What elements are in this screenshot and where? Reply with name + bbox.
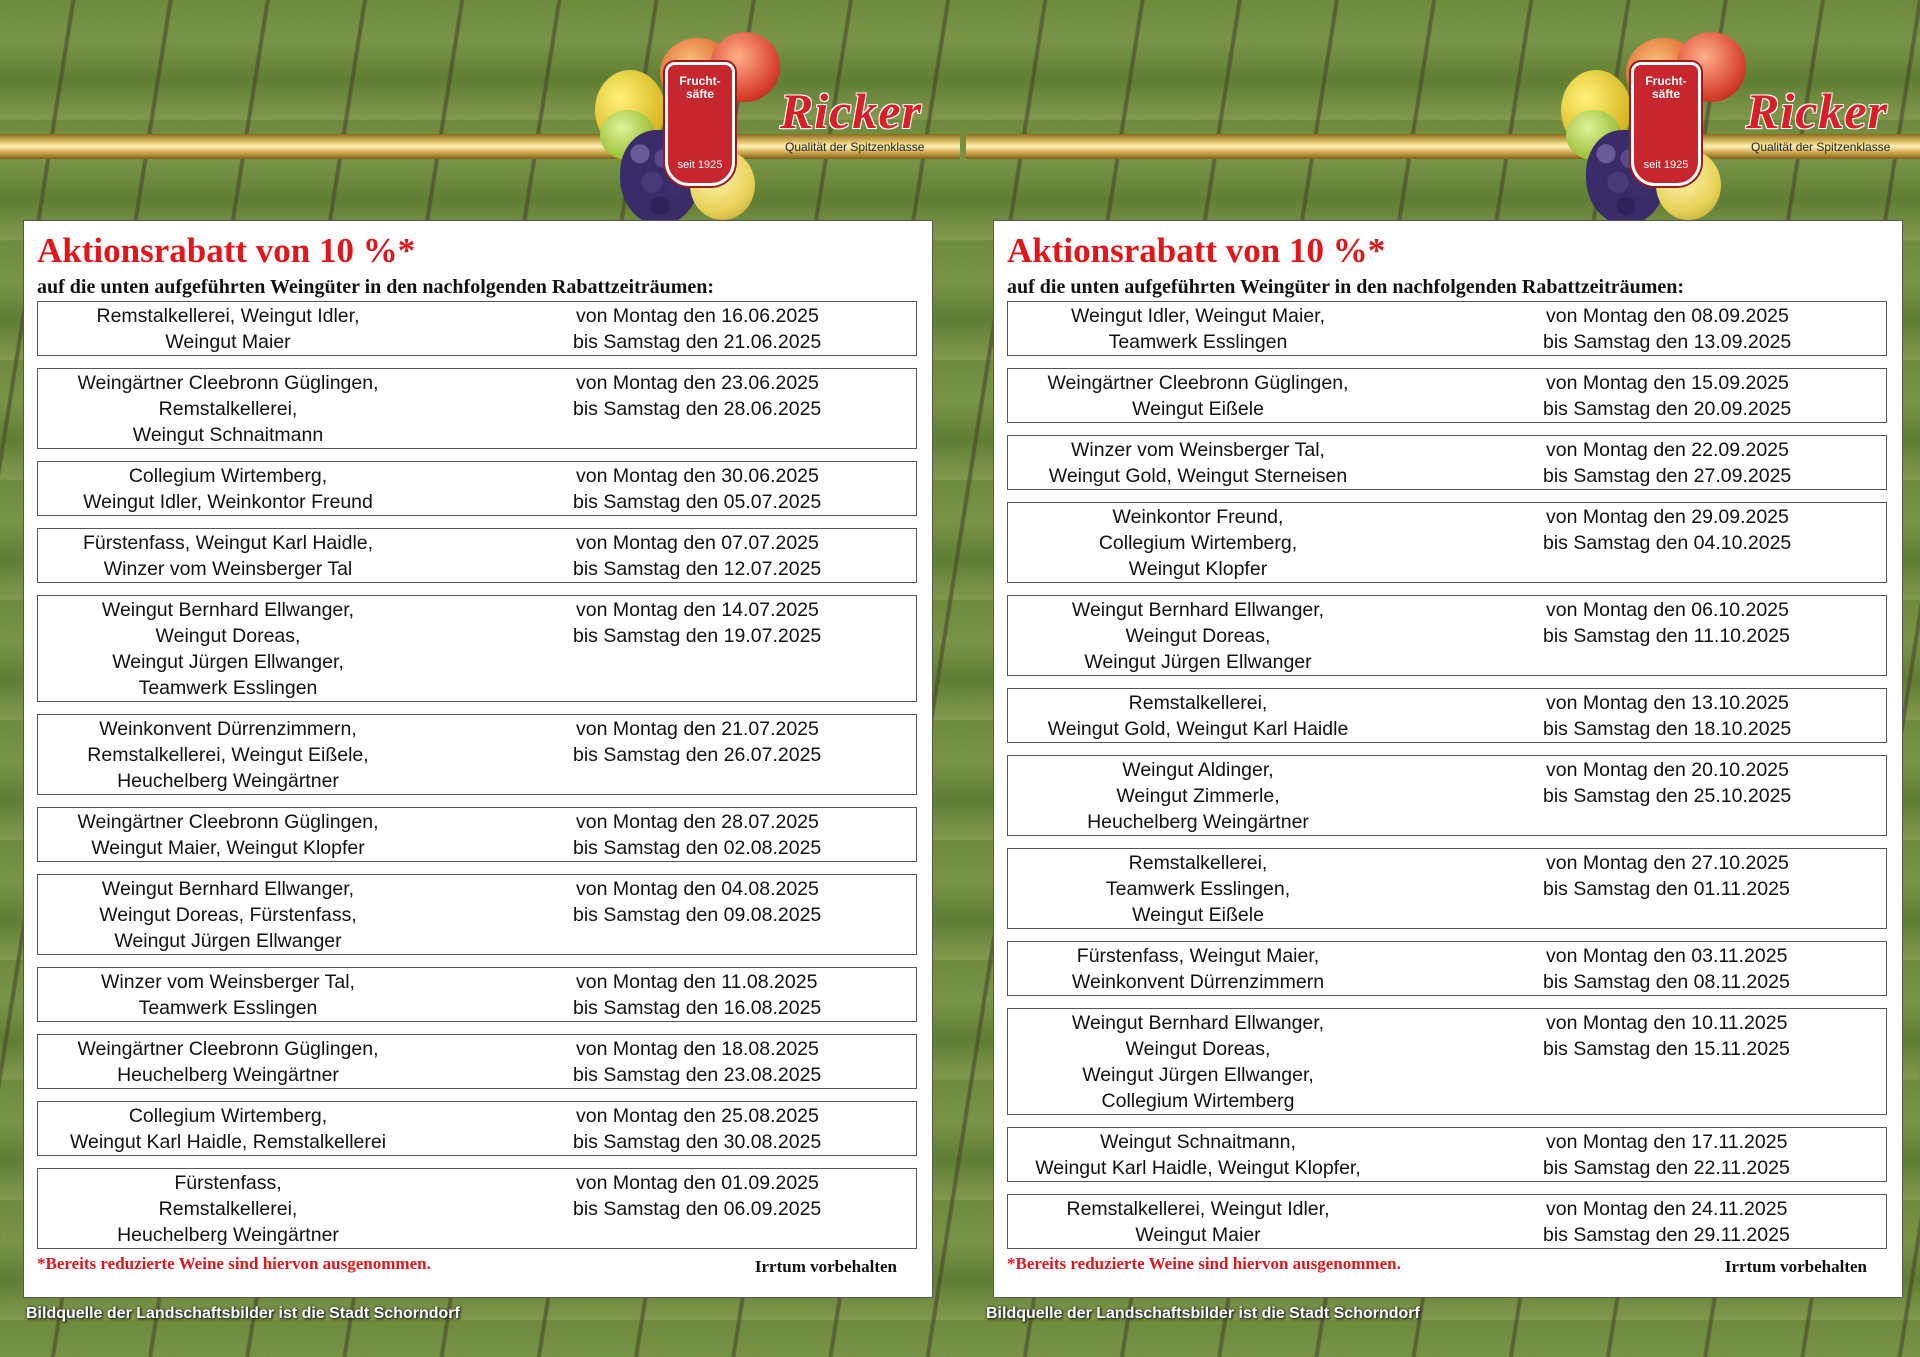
- period-end: bis Samstag den 09.08.2025: [573, 904, 822, 926]
- winery-name: Weingut Bernhard Ellwanger,: [1071, 1012, 1325, 1034]
- discount-rows: [37, 301, 917, 1261]
- discount-row: [37, 1168, 917, 1249]
- winery-name: Collegium Wirtemberg,: [128, 465, 328, 487]
- period-start: von Montag den 15.09.2025: [1546, 372, 1789, 394]
- winery-name: Teamwerk Esslingen,: [1105, 878, 1291, 900]
- winery-list: [1008, 597, 1388, 675]
- discount-row: [37, 528, 917, 583]
- winery-name: Weinkonvent Dürrenzimmern,: [99, 718, 357, 740]
- period-end: bis Samstag den 22.11.2025: [1543, 1157, 1790, 1179]
- brand-name: Ricker: [780, 83, 923, 139]
- period-start: von Montag den 07.07.2025: [576, 532, 819, 554]
- badge-year: seit 1925: [1643, 159, 1689, 171]
- period-end: bis Samstag den 04.10.2025: [1543, 532, 1792, 554]
- period-start: von Montag den 01.09.2025: [576, 1172, 819, 1194]
- period-start: von Montag den 08.09.2025: [1546, 305, 1789, 327]
- winery-name: Remstalkellerei,: [1128, 852, 1268, 874]
- winery-name: Weingut Idler, Weinkontor Freund: [83, 491, 373, 513]
- winery-list: [38, 530, 418, 582]
- footnote: *Bereits reduzierte Weine sind hiervon ausgenommen.: [37, 1254, 431, 1273]
- disclaimer: Irrtum vorbehalten: [754, 1257, 897, 1276]
- winery-name: Collegium Wirtemberg: [1101, 1090, 1295, 1112]
- disclaimer: Irrtum vorbehalten: [1724, 1257, 1867, 1276]
- period-start: von Montag den 27.10.2025: [1546, 852, 1789, 874]
- fruchtsaefte-badge: [665, 62, 735, 186]
- badge-year: seit 1925: [677, 159, 723, 171]
- winery-list: [1008, 504, 1388, 582]
- period-start: von Montag den 06.10.2025: [1546, 599, 1789, 621]
- discount-row: [1007, 1194, 1887, 1249]
- winery-name: Remstalkellerei,: [158, 1198, 298, 1220]
- winery-name: Fürstenfass, Weingut Karl Haidle,: [82, 532, 374, 554]
- discount-row: [37, 967, 917, 1022]
- winery-name: Weingut Jürgen Ellwanger: [1084, 651, 1312, 673]
- winery-list: [38, 716, 418, 794]
- winery-name: Weingut Aldinger,: [1122, 759, 1274, 781]
- winery-list: [38, 303, 418, 355]
- period-end: bis Samstag den 01.11.2025: [1543, 878, 1790, 900]
- discount-period: [1543, 437, 1893, 489]
- winery-name: Weingärtner Cleebronn Güglingen,: [77, 1038, 379, 1060]
- period-end: bis Samstag den 06.09.2025: [573, 1198, 822, 1220]
- winery-name: Weingut Maier: [165, 331, 291, 353]
- winery-name: Weingut Jürgen Ellwanger,: [1082, 1064, 1314, 1086]
- winery-name: Weingut Idler, Weingut Maier,: [1071, 305, 1325, 327]
- winery-name: Weingut Karl Haidle, Remstalkellerei: [69, 1131, 387, 1153]
- discount-period: [573, 1103, 923, 1155]
- winery-name: Weingut Maier, Weingut Klopfer: [91, 837, 365, 859]
- discount-period: [573, 809, 923, 861]
- brand-slogan: Qualität der Spitzenklasse: [785, 140, 925, 154]
- winery-name: Weingut Klopfer: [1128, 558, 1268, 580]
- winery-list: [1008, 943, 1388, 995]
- winery-name: Weingut Eißele: [1132, 904, 1264, 926]
- winery-name: Remstalkellerei, Weingut Idler,: [96, 305, 360, 327]
- period-end: bis Samstag den 29.11.2025: [1543, 1224, 1790, 1246]
- image-credit: Bildquelle der Landschaftsbilder ist die Stadt Schorndorf: [986, 1305, 1420, 1322]
- period-end: bis Samstag den 20.09.2025: [1543, 398, 1792, 420]
- winery-list: [1008, 850, 1388, 928]
- winery-list: [38, 1036, 418, 1088]
- discount-row: [1007, 1127, 1887, 1182]
- period-end: bis Samstag den 15.11.2025: [1543, 1038, 1790, 1060]
- winery-list: [38, 1103, 418, 1155]
- discount-row: [37, 1034, 917, 1089]
- discount-period: [1543, 303, 1893, 355]
- discount-period: [1543, 850, 1893, 902]
- winery-name: Weingut Doreas,: [1125, 625, 1271, 647]
- discount-period: [1543, 1010, 1893, 1062]
- image-credit: Bildquelle der Landschaftsbilder ist die Stadt Schorndorf: [26, 1305, 460, 1322]
- period-end: bis Samstag den 18.10.2025: [1543, 718, 1792, 740]
- winery-list: [38, 969, 418, 1021]
- period-start: von Montag den 28.07.2025: [576, 811, 819, 833]
- period-end: bis Samstag den 08.11.2025: [1543, 971, 1790, 993]
- discount-row: [1007, 595, 1887, 676]
- fruchtsaefte-badge: [1631, 62, 1701, 186]
- winery-name: Weingut Bernhard Ellwanger,: [101, 599, 355, 621]
- winery-name: Weingut Gold, Weingut Sterneisen: [1048, 465, 1348, 487]
- winery-name: Heuchelberg Weingärtner: [117, 1064, 339, 1086]
- winery-name: Winzer vom Weinsberger Tal,: [101, 971, 355, 993]
- winery-name: Fürstenfass, Weingut Maier,: [1076, 945, 1320, 967]
- winery-name: Winzer vom Weinsberger Tal: [103, 558, 353, 580]
- discount-period: [1543, 1196, 1893, 1248]
- winery-list: [1008, 437, 1388, 489]
- winery-name: Weingärtner Cleebronn Güglingen,: [1047, 372, 1349, 394]
- winery-list: [38, 1170, 418, 1248]
- winery-name: Remstalkellerei, Weingut Idler,: [1066, 1198, 1330, 1220]
- discount-row: [1007, 1008, 1887, 1115]
- winery-name: Weingut Bernhard Ellwanger,: [1071, 599, 1325, 621]
- winery-name: Teamwerk Esslingen: [1108, 331, 1288, 353]
- discount-row: [37, 807, 917, 862]
- winery-list: [38, 876, 418, 954]
- period-start: von Montag den 11.08.2025: [576, 971, 818, 993]
- badge-text: Frucht- säfte: [679, 74, 721, 101]
- winery-list: [1008, 690, 1388, 742]
- winery-name: Weingut Maier: [1135, 1224, 1261, 1246]
- discount-row: [1007, 941, 1887, 996]
- period-start: von Montag den 04.08.2025: [576, 878, 819, 900]
- badge-text: Frucht- säfte: [1645, 74, 1687, 101]
- period-end: bis Samstag den 23.08.2025: [573, 1064, 822, 1086]
- period-end: bis Samstag den 21.06.2025: [573, 331, 822, 353]
- period-end: bis Samstag den 02.08.2025: [573, 837, 822, 859]
- winery-name: Heuchelberg Weingärtner: [117, 770, 339, 792]
- winery-name: Weingut Gold, Weingut Karl Haidle: [1047, 718, 1349, 740]
- winery-name: Teamwerk Esslingen: [138, 997, 318, 1019]
- discount-row: [1007, 688, 1887, 743]
- winery-name: Collegium Wirtemberg,: [128, 1105, 328, 1127]
- right-page: [966, 0, 1920, 1357]
- panel-subheading: auf die unten aufgeführten Weingüter in den nachfolgenden Rabattzeiträumen:: [37, 276, 715, 298]
- period-end: bis Samstag den 30.08.2025: [573, 1131, 822, 1153]
- discount-period: [573, 1036, 923, 1088]
- discount-row: [37, 368, 917, 449]
- discount-period: [573, 876, 923, 928]
- winery-name: Weinkontor Freund,: [1112, 506, 1284, 528]
- discount-row: [37, 595, 917, 702]
- period-end: bis Samstag den 26.07.2025: [573, 744, 822, 766]
- brand-name: Ricker: [1746, 83, 1889, 139]
- winery-name: Weingärtner Cleebronn Güglingen,: [77, 372, 379, 394]
- winery-name: Remstalkellerei,: [1128, 692, 1268, 714]
- winery-name: Fürstenfass,: [174, 1172, 282, 1194]
- winery-list: [38, 463, 418, 515]
- discount-row: [1007, 755, 1887, 836]
- winery-list: [1008, 1129, 1388, 1181]
- discount-row: [37, 461, 917, 516]
- winery-list: [1008, 757, 1388, 835]
- winery-name: Weingut Doreas,: [1125, 1038, 1271, 1060]
- period-start: von Montag den 24.11.2025: [1546, 1198, 1788, 1220]
- period-start: von Montag den 21.07.2025: [576, 718, 819, 740]
- discount-period: [573, 530, 923, 582]
- winery-list: [38, 809, 418, 861]
- discount-period: [1543, 504, 1893, 556]
- winery-name: Winzer vom Weinsberger Tal,: [1071, 439, 1325, 461]
- winery-name: Weingut Jürgen Ellwanger: [114, 930, 342, 952]
- period-end: bis Samstag den 05.07.2025: [573, 491, 822, 513]
- discount-row: [37, 301, 917, 356]
- panel-heading: Aktionsrabatt von 10 %*: [37, 231, 416, 270]
- period-start: von Montag den 22.09.2025: [1546, 439, 1789, 461]
- discount-period: [573, 303, 923, 355]
- winery-name: Weingut Zimmerle,: [1116, 785, 1280, 807]
- period-start: von Montag den 10.11.2025: [1546, 1012, 1788, 1034]
- period-end: bis Samstag den 28.06.2025: [573, 398, 822, 420]
- winery-name: Weingärtner Cleebronn Güglingen,: [77, 811, 379, 833]
- discount-panel: [23, 220, 933, 1298]
- winery-name: Weinkonvent Dürrenzimmern: [1071, 971, 1325, 993]
- discount-period: [1543, 690, 1893, 742]
- winery-list: [38, 597, 418, 701]
- winery-list: [1008, 1010, 1388, 1114]
- winery-name: Remstalkellerei, Weingut Eißele,: [87, 744, 369, 766]
- period-start: von Montag den 03.11.2025: [1546, 945, 1788, 967]
- discount-period: [1543, 757, 1893, 809]
- discount-period: [1543, 943, 1893, 995]
- discount-rows: [1007, 301, 1887, 1261]
- period-end: bis Samstag den 27.09.2025: [1543, 465, 1792, 487]
- period-start: von Montag den 14.07.2025: [576, 599, 819, 621]
- winery-name: Weingut Bernhard Ellwanger,: [101, 878, 355, 900]
- discount-row: [37, 714, 917, 795]
- discount-row: [37, 874, 917, 955]
- winery-name: Heuchelberg Weingärtner: [117, 1224, 339, 1246]
- discount-row: [1007, 502, 1887, 583]
- panel-subheading: auf die unten aufgeführten Weingüter in den nachfolgenden Rabattzeiträumen:: [1007, 276, 1685, 298]
- period-start: von Montag den 29.09.2025: [1546, 506, 1789, 528]
- panel-heading: Aktionsrabatt von 10 %*: [1007, 231, 1386, 270]
- discount-period: [573, 1170, 923, 1222]
- winery-name: Weingut Eißele: [1132, 398, 1264, 420]
- winery-list: [1008, 303, 1388, 355]
- discount-period: [1543, 370, 1893, 422]
- winery-name: Remstalkellerei,: [158, 398, 298, 420]
- discount-period: [573, 370, 923, 422]
- discount-period: [1543, 1129, 1893, 1181]
- period-start: von Montag den 17.11.2025: [1546, 1131, 1788, 1153]
- winery-name: Weingut Jürgen Ellwanger,: [112, 651, 344, 673]
- period-start: von Montag den 16.06.2025: [576, 305, 819, 327]
- period-end: bis Samstag den 16.08.2025: [573, 997, 822, 1019]
- discount-period: [1543, 597, 1893, 649]
- footnote: *Bereits reduzierte Weine sind hiervon ausgenommen.: [1007, 1254, 1401, 1273]
- discount-row: [1007, 301, 1887, 356]
- winery-name: Collegium Wirtemberg,: [1098, 532, 1298, 554]
- ricker-logo: [585, 30, 955, 210]
- discount-period: [573, 716, 923, 768]
- discount-period: [573, 597, 923, 649]
- period-end: bis Samstag den 13.09.2025: [1543, 331, 1792, 353]
- winery-name: Heuchelberg Weingärtner: [1087, 811, 1309, 833]
- winery-name: Weingut Doreas,: [155, 625, 301, 647]
- period-start: von Montag den 23.06.2025: [576, 372, 819, 394]
- winery-list: [38, 370, 418, 448]
- brand-slogan: Qualität der Spitzenklasse: [1751, 140, 1891, 154]
- discount-period: [573, 463, 923, 515]
- discount-row: [1007, 435, 1887, 490]
- period-end: bis Samstag den 11.10.2025: [1543, 625, 1790, 647]
- period-start: von Montag den 30.06.2025: [576, 465, 819, 487]
- winery-name: Teamwerk Esslingen: [138, 677, 318, 699]
- period-end: bis Samstag den 19.07.2025: [573, 625, 822, 647]
- winery-list: [1008, 370, 1388, 422]
- winery-list: [1008, 1196, 1388, 1248]
- discount-row: [1007, 848, 1887, 929]
- discount-period: [573, 969, 923, 1021]
- winery-name: Weingut Karl Haidle, Weingut Klopfer,: [1035, 1157, 1361, 1179]
- period-end: bis Samstag den 12.07.2025: [573, 558, 822, 580]
- period-start: von Montag den 13.10.2025: [1546, 692, 1789, 714]
- discount-panel: [993, 220, 1903, 1298]
- winery-name: Weingut Schnaitmann: [132, 424, 324, 446]
- discount-row: [1007, 368, 1887, 423]
- ricker-logo: [1551, 30, 1920, 210]
- winery-name: Weingut Doreas, Fürstenfass,: [99, 904, 357, 926]
- winery-name: Weingut Schnaitmann,: [1100, 1131, 1296, 1153]
- period-start: von Montag den 20.10.2025: [1546, 759, 1789, 781]
- period-start: von Montag den 18.08.2025: [576, 1038, 819, 1060]
- period-end: bis Samstag den 25.10.2025: [1543, 785, 1792, 807]
- period-start: von Montag den 25.08.2025: [576, 1105, 819, 1127]
- discount-row: [37, 1101, 917, 1156]
